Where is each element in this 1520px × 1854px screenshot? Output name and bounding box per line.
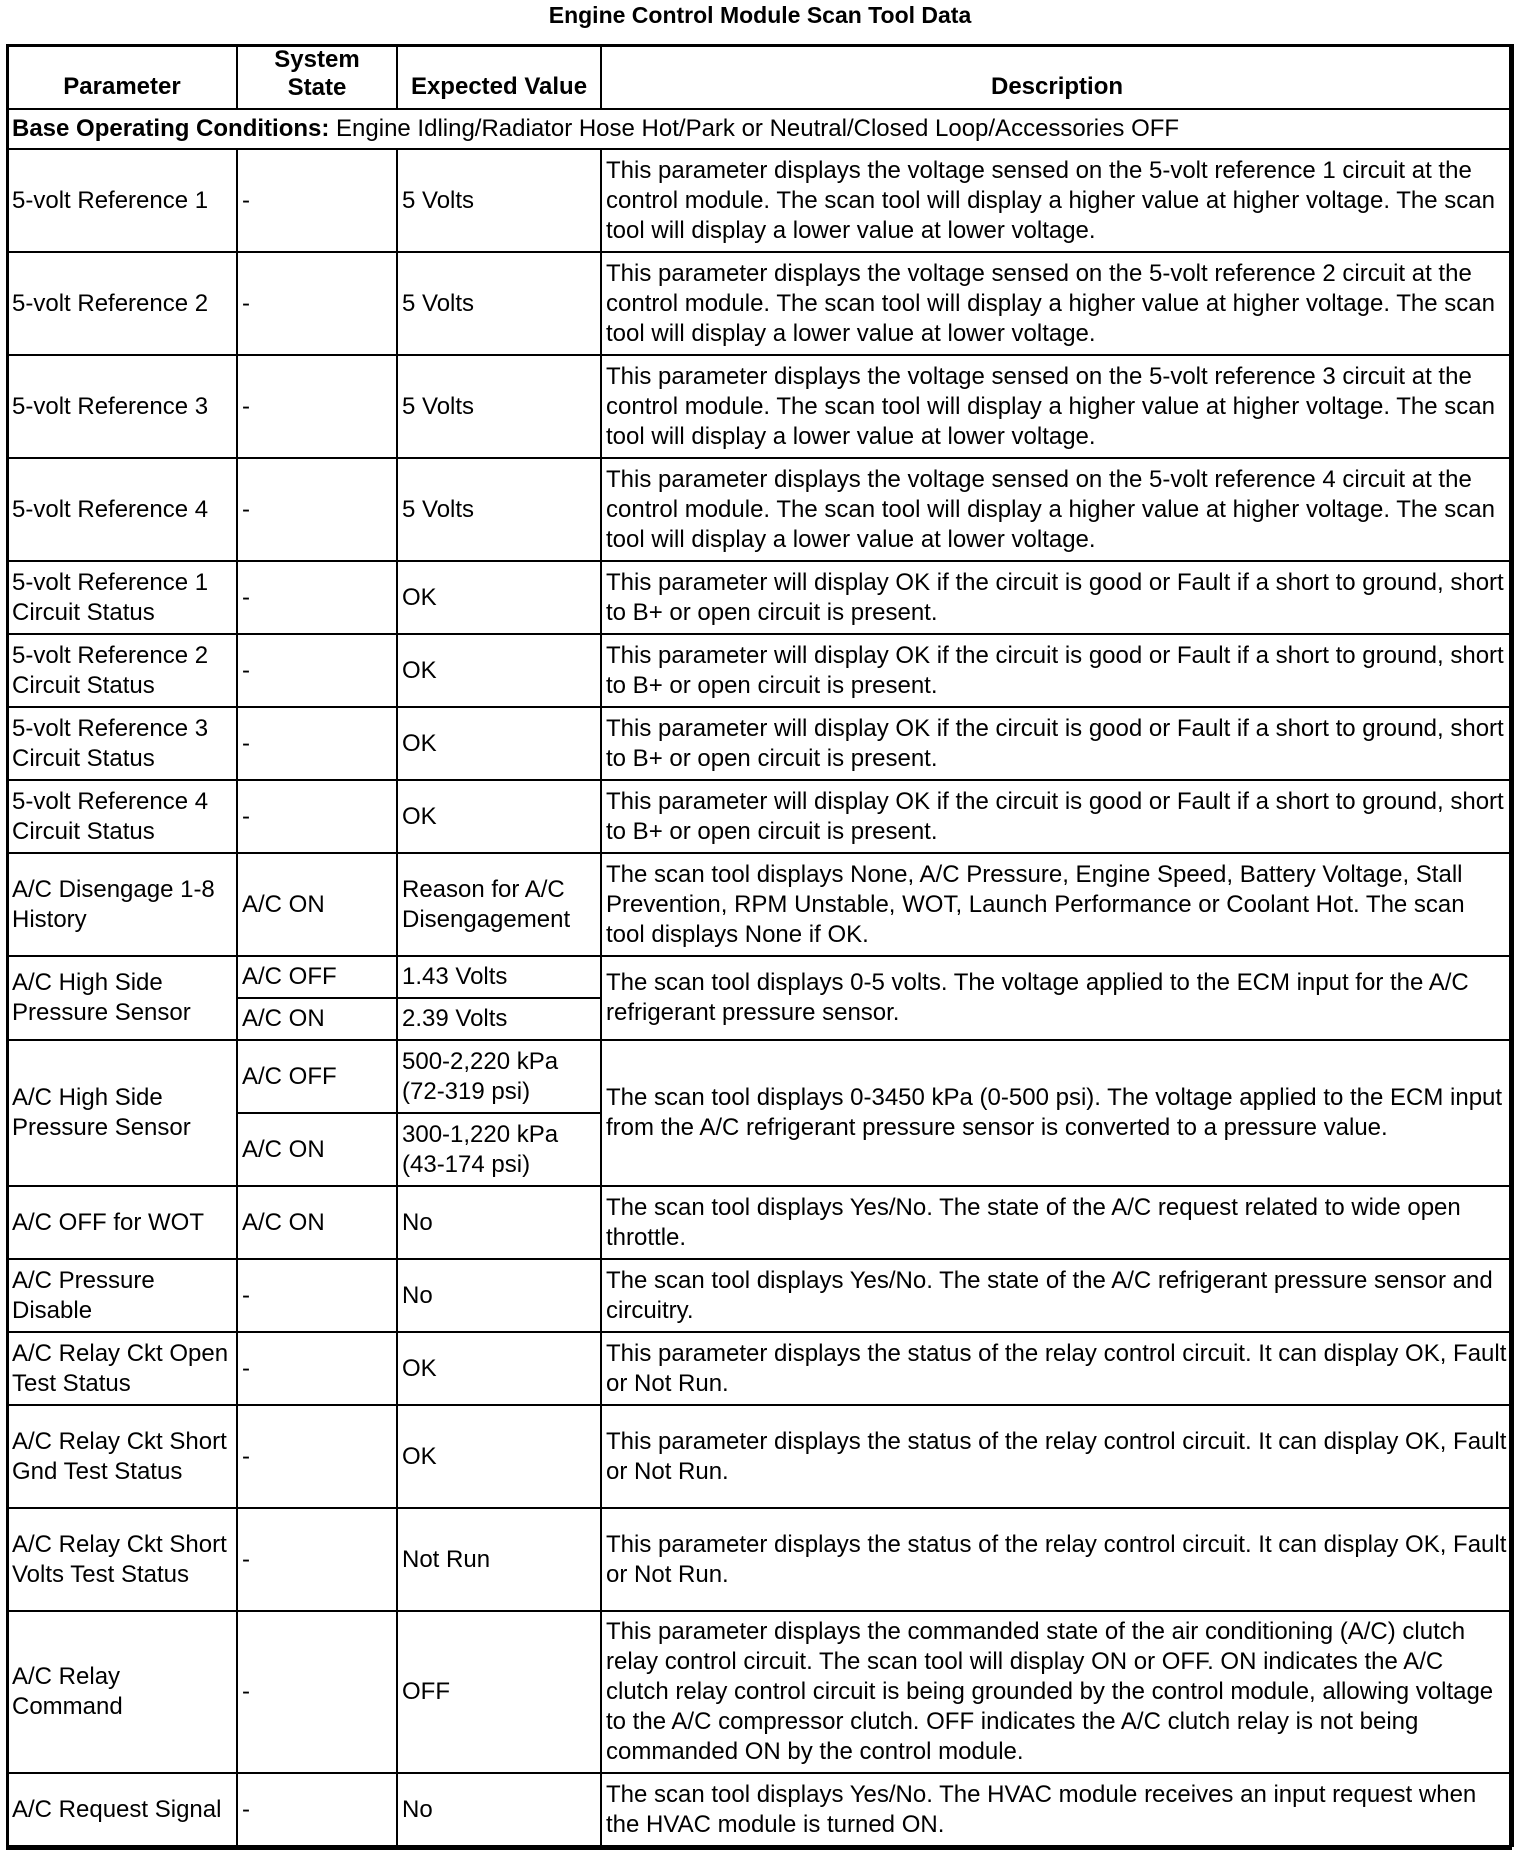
table-row xyxy=(7,1186,1513,1259)
system-state-cell: A/C ON xyxy=(237,1113,397,1186)
expected-value-cell: OK xyxy=(397,1405,601,1508)
description-cell: This parameter displays the commanded state of the air conditioning (A/C) clutch relay control circuit. The scan tool will display ON or OFF. ON indicates the A/C clutch relay control circuit is being grounded by the control module, allowing voltage to the A/C compressor clutch. OFF indicates the A/C clutch relay is not being commanded ON by the control module. xyxy=(601,1611,1513,1773)
system-state-cell: - xyxy=(237,1332,397,1405)
expected-value-cell: OK xyxy=(397,561,601,634)
expected-value-cell: OK xyxy=(397,634,601,707)
page-title: Engine Control Module Scan Tool Data xyxy=(548,2,972,28)
header-description: Description xyxy=(601,45,1513,109)
description-cell: The scan tool displays None, A/C Pressure, Engine Speed, Battery Voltage, Stall Prevention, RPM Unstable, WOT, Launch Performance or Coolant Hot. The scan tool displays None if OK. xyxy=(601,853,1513,956)
header-parameter: Parameter xyxy=(7,45,237,109)
description-cell: This parameter will display OK if the circuit is good or Fault if a short to ground, short to B+ or open circuit is present. xyxy=(601,707,1513,780)
parameter-cell: A/C Relay Command xyxy=(7,1611,237,1773)
parameter-cell: 5-volt Reference 2 xyxy=(7,252,237,355)
description-cell: This parameter displays the voltage sensed on the 5-volt reference 1 circuit at the control module. The scan tool will display a higher value at higher voltage. The scan tool will display a lower value at lower voltage. xyxy=(601,149,1513,252)
table-row xyxy=(7,1508,1513,1611)
table-row xyxy=(7,252,1513,355)
header-system-state: System State xyxy=(237,45,397,109)
system-state-cell: - xyxy=(237,355,397,458)
table-row xyxy=(7,1040,1513,1113)
base-conditions-label: Base Operating Conditions: xyxy=(12,115,330,142)
system-state-cell: - xyxy=(237,707,397,780)
description-cell: The scan tool displays Yes/No. The state of the A/C refrigerant pressure sensor and circuitry. xyxy=(601,1259,1513,1332)
parameter-cell: A/C Relay Ckt Short Volts Test Status xyxy=(7,1508,237,1611)
system-state-cell: - xyxy=(237,1508,397,1611)
header-expected-value: Expected Value xyxy=(397,45,601,109)
expected-value-cell: No xyxy=(397,1259,601,1332)
table-row xyxy=(7,458,1513,561)
table-row xyxy=(7,1405,1513,1508)
expected-value-cell: 1.43 Volts xyxy=(397,956,601,998)
table-row xyxy=(7,853,1513,956)
parameter-cell: 5-volt Reference 1 Circuit Status xyxy=(7,561,237,634)
description-cell: The scan tool displays 0-5 volts. The voltage applied to the ECM input for the A/C refrigerant pressure sensor. xyxy=(601,956,1513,1040)
expected-value-cell: No xyxy=(397,1186,601,1259)
parameter-cell: 5-volt Reference 3 xyxy=(7,355,237,458)
base-conditions xyxy=(7,109,1513,149)
system-state-cell: - xyxy=(237,561,397,634)
table-row xyxy=(7,956,1513,998)
parameter-cell: 5-volt Reference 4 xyxy=(7,458,237,561)
expected-value-cell: 5 Volts xyxy=(397,252,601,355)
description-cell: This parameter displays the status of the relay control circuit. It can display OK, Fault or Not Run. xyxy=(601,1332,1513,1405)
parameter-cell: A/C Relay Ckt Open Test Status xyxy=(7,1332,237,1405)
base-conditions-text: Engine Idling/Radiator Hose Hot/Park or Neutral/Closed Loop/Accessories OFF xyxy=(329,115,1180,142)
description-cell: The scan tool displays 0-3450 kPa (0-500 psi). The voltage applied to the ECM input from the A/C refrigerant pressure sensor is converted to a pressure value. xyxy=(601,1040,1513,1186)
system-state-cell: - xyxy=(237,149,397,252)
parameter-cell: 5-volt Reference 3 Circuit Status xyxy=(7,707,237,780)
system-state-cell: - xyxy=(237,1611,397,1773)
scan-tool-data-table xyxy=(6,44,1514,1847)
expected-value-cell: OK xyxy=(397,1332,601,1405)
system-state-cell: A/C ON xyxy=(237,853,397,956)
description-cell: This parameter displays the status of the relay control circuit. It can display OK, Fault or Not Run. xyxy=(601,1405,1513,1508)
header-row xyxy=(7,45,1513,109)
expected-value-cell: 5 Volts xyxy=(397,149,601,252)
system-state-cell: - xyxy=(237,458,397,561)
system-state-cell: - xyxy=(237,1773,397,1846)
table-row xyxy=(7,1611,1513,1773)
table-row xyxy=(7,355,1513,458)
parameter-cell: A/C High Side Pressure Sensor xyxy=(7,956,237,1040)
parameter-cell: A/C Relay Ckt Short Gnd Test Status xyxy=(7,1405,237,1508)
system-state-cell: A/C ON xyxy=(237,1186,397,1259)
expected-value-cell: No xyxy=(397,1773,601,1846)
system-state-cell: - xyxy=(237,1259,397,1332)
description-cell: This parameter displays the voltage sensed on the 5-volt reference 4 circuit at the control module. The scan tool will display a higher value at higher voltage. The scan tool will display a lower value at lower voltage. xyxy=(601,458,1513,561)
system-state-cell: - xyxy=(237,634,397,707)
system-state-cell: - xyxy=(237,252,397,355)
parameter-cell: A/C Pressure Disable xyxy=(7,1259,237,1332)
expected-value-cell: Not Run xyxy=(397,1508,601,1611)
parameter-cell: A/C Disengage 1-8 History xyxy=(7,853,237,956)
description-cell: This parameter displays the voltage sensed on the 5-volt reference 2 circuit at the control module. The scan tool will display a higher value at higher voltage. The scan tool will display a lower value at lower voltage. xyxy=(601,252,1513,355)
table-row xyxy=(7,149,1513,252)
system-state-cell: A/C ON xyxy=(237,998,397,1040)
expected-value-cell: 2.39 Volts xyxy=(397,998,601,1040)
parameter-cell: 5-volt Reference 2 Circuit Status xyxy=(7,634,237,707)
expected-value-cell: 5 Volts xyxy=(397,355,601,458)
system-state-cell: A/C OFF xyxy=(237,956,397,998)
table-row xyxy=(7,1259,1513,1332)
description-cell: This parameter will display OK if the circuit is good or Fault if a short to ground, short to B+ or open circuit is present. xyxy=(601,634,1513,707)
system-state-cell: A/C OFF xyxy=(237,1040,397,1113)
table-row xyxy=(7,561,1513,634)
expected-value-cell: 300-1,220 kPa (43-174 psi) xyxy=(397,1113,601,1186)
expected-value-cell: 5 Volts xyxy=(397,458,601,561)
description-cell: This parameter displays the status of the relay control circuit. It can display OK, Fault or Not Run. xyxy=(601,1508,1513,1611)
description-cell: The scan tool displays Yes/No. The state of the A/C request related to wide open throttle. xyxy=(601,1186,1513,1259)
description-cell: The scan tool displays Yes/No. The HVAC module receives an input request when the HVAC module is turned ON. xyxy=(601,1773,1513,1846)
description-cell: This parameter will display OK if the circuit is good or Fault if a short to ground, short to B+ or open circuit is present. xyxy=(601,780,1513,853)
parameter-cell: 5-volt Reference 4 Circuit Status xyxy=(7,780,237,853)
expected-value-cell: OK xyxy=(397,780,601,853)
table-row xyxy=(7,634,1513,707)
description-cell: This parameter will display OK if the circuit is good or Fault if a short to ground, short to B+ or open circuit is present. xyxy=(601,561,1513,634)
parameter-cell: A/C High Side Pressure Sensor xyxy=(7,1040,237,1186)
table-row xyxy=(7,1773,1513,1846)
description-cell: This parameter displays the voltage sensed on the 5-volt reference 3 circuit at the control module. The scan tool will display a higher value at higher voltage. The scan tool will display a lower value at lower voltage. xyxy=(601,355,1513,458)
table-row xyxy=(7,1332,1513,1405)
base-conditions-row xyxy=(7,109,1513,149)
parameter-cell: 5-volt Reference 1 xyxy=(7,149,237,252)
expected-value-cell: OFF xyxy=(397,1611,601,1773)
expected-value-cell: Reason for A/C Disengagement xyxy=(397,853,601,956)
parameter-cell: A/C OFF for WOT xyxy=(7,1186,237,1259)
expected-value-cell: 500-2,220 kPa (72-319 psi) xyxy=(397,1040,601,1113)
system-state-cell: - xyxy=(237,1405,397,1508)
table-row xyxy=(7,780,1513,853)
expected-value-cell: OK xyxy=(397,707,601,780)
system-state-cell: - xyxy=(237,780,397,853)
parameter-cell: A/C Request Signal xyxy=(7,1773,237,1846)
table-row xyxy=(7,707,1513,780)
